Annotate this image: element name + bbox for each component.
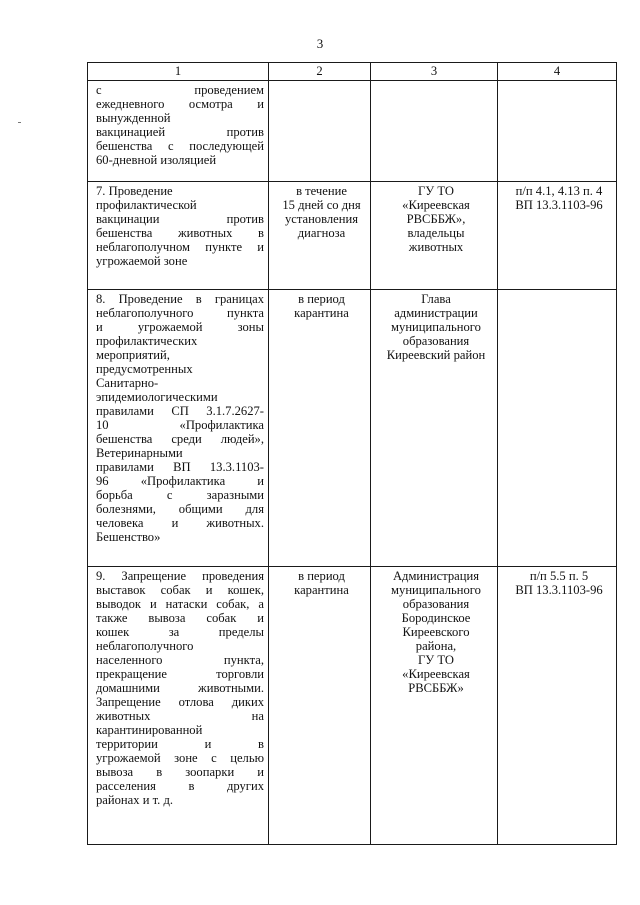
deadline-cell [269, 182, 371, 290]
cell-text-line: мероприятий, [96, 348, 170, 362]
cell-text-line: Администрация [392, 569, 480, 583]
cell-text-line: бешенства с последующей [96, 139, 264, 153]
cell-text-line: болезнями, общими для [96, 502, 264, 516]
cell-text-line: расселения в других [96, 779, 264, 793]
cell-text-line: вывоза в зоопарки и [96, 765, 264, 779]
header-col-2: 2 [269, 63, 371, 81]
header-col-3: 3 [371, 63, 498, 81]
cell-text-line: Глава [421, 292, 451, 306]
cell-text-line: владельцы [407, 226, 465, 240]
cell-text-line: 15 дней со дня [282, 198, 361, 212]
cell-text-line: неблагополучного [96, 639, 194, 653]
cell-text-line: 10 «Профилактика [96, 418, 264, 432]
cell-text-line: 7. Проведение [96, 184, 173, 198]
cell-text-line: неблагополучного пункта [96, 306, 264, 320]
cell-text-line: 8. Проведение в границах [96, 292, 264, 306]
cell-text-line: п/п 5.5 п. 5 [529, 569, 589, 583]
cell-text-line: неблагополучном пункте и [96, 240, 264, 254]
responsible-cell [371, 290, 498, 567]
cell-text-line: эпидемиологическими [96, 390, 218, 404]
cell-text-line: Киреевского [402, 625, 470, 639]
cell-text-line: выставок собак и кошек, [96, 583, 264, 597]
reference-cell [498, 81, 617, 182]
margin-mark [18, 122, 21, 123]
cell-text-line: предусмотренных [96, 362, 193, 376]
measures-table [87, 62, 617, 845]
cell-text-line: РВСББЖ» [408, 681, 464, 695]
responsible-cell [371, 81, 498, 182]
cell-text-line: 96 «Профилактика и [96, 474, 264, 488]
measure-cell [88, 567, 269, 845]
cell-text-line: также вывоза собак и [96, 611, 264, 625]
cell-text-line: ГУ ТО [418, 653, 454, 667]
reference-cell [498, 567, 617, 845]
cell-text-line: населенного пункта, [96, 653, 264, 667]
cell-text-line: муниципального [391, 583, 481, 597]
measure-cell [88, 290, 269, 567]
measure-cell [88, 182, 269, 290]
cell-text-line: правилами СП 3.1.7.2627- [96, 404, 264, 418]
cell-text-line: домашними животными. [96, 681, 264, 695]
table-row [88, 182, 617, 290]
cell-text-line: территории и в [96, 737, 264, 751]
cell-text-line: ВП 13.3.1103-96 [515, 198, 603, 212]
cell-text-line: ГУ ТО [418, 184, 454, 198]
cell-text-line: ежедневного осмотра и [96, 97, 264, 111]
cell-text-line: кошек за пределы [96, 625, 264, 639]
cell-text-line: в период [298, 569, 345, 583]
deadline-cell [269, 290, 371, 567]
table-row [88, 290, 617, 567]
reference-cell [498, 182, 617, 290]
cell-text-line: 9. Запрещение проведения [96, 569, 264, 583]
table-row [88, 81, 617, 182]
cell-text-line: «Киреевская [402, 667, 470, 681]
cell-text-line: Ветеринарными [96, 446, 183, 460]
reference-cell [498, 290, 617, 567]
table-row [88, 567, 617, 845]
cell-text-line: бешенства среди людей», [96, 432, 264, 446]
cell-text-line: диагноза [297, 226, 346, 240]
cell-text-line: Бородинское [401, 611, 471, 625]
cell-text-line: угрожаемой зоне [96, 254, 188, 268]
cell-text-line: в течение [296, 184, 347, 198]
cell-text-line: Бешенство» [96, 530, 161, 544]
cell-text-line: правилами ВП 13.3.1103- [96, 460, 264, 474]
cell-text-line: районах и т. д. [96, 793, 173, 807]
cell-text-line: 60-дневной изоляцией [96, 153, 217, 167]
cell-text-line: в период [298, 292, 345, 306]
cell-text-line: прекращение торговли [96, 667, 264, 681]
cell-text-line: образования [402, 597, 470, 611]
table-header-row [88, 63, 617, 81]
deadline-cell [269, 567, 371, 845]
page-number: 3 [316, 36, 324, 51]
cell-text-line: угрожаемой зоне с целью [96, 751, 264, 765]
cell-text-line: карантина [294, 583, 349, 597]
cell-text-line: профилактической [96, 198, 197, 212]
measure-cell [88, 81, 269, 182]
cell-text-line: п/п 4.1, 4.13 п. 4 [515, 184, 603, 198]
cell-text-line: и угрожаемой зоны [96, 320, 264, 334]
cell-text-line: Запрещение отлова диких [96, 695, 264, 709]
header-col-4: 4 [498, 63, 617, 81]
responsible-cell [371, 567, 498, 845]
cell-text-line: установления [284, 212, 359, 226]
cell-text-line: карантина [294, 306, 349, 320]
cell-text-line: карантинированной [96, 723, 203, 737]
responsible-cell [371, 182, 498, 290]
cell-text-line: образования [402, 334, 470, 348]
cell-text-line: вакцинацией против [96, 125, 264, 139]
cell-text-line: животных на [96, 709, 264, 723]
cell-text-line: вакцинации против [96, 212, 264, 226]
cell-text-line: вынужденной [96, 111, 171, 125]
cell-text-line: бешенства животных в [96, 226, 264, 240]
cell-text-line: РВСББЖ», [406, 212, 466, 226]
cell-text-line: ВП 13.3.1103-96 [515, 583, 603, 597]
cell-text-line: человека и животных. [96, 516, 264, 530]
cell-text-line: Киреевский район [386, 348, 486, 362]
cell-text-line: администрации [394, 306, 478, 320]
header-col-1: 1 [88, 63, 269, 81]
cell-text-line: профилактических [96, 334, 198, 348]
cell-text-line: муниципального [391, 320, 481, 334]
cell-text-line: выводок и натаски собак, а [96, 597, 264, 611]
cell-text-line: района, [415, 639, 457, 653]
cell-text-line: «Киреевская [402, 198, 470, 212]
cell-text-line: борьба с заразными [96, 488, 264, 502]
cell-text-line: Санитарно- [96, 376, 159, 390]
cell-text-line: животных [408, 240, 464, 254]
deadline-cell [269, 81, 371, 182]
cell-text-line: с проведением [96, 83, 264, 97]
